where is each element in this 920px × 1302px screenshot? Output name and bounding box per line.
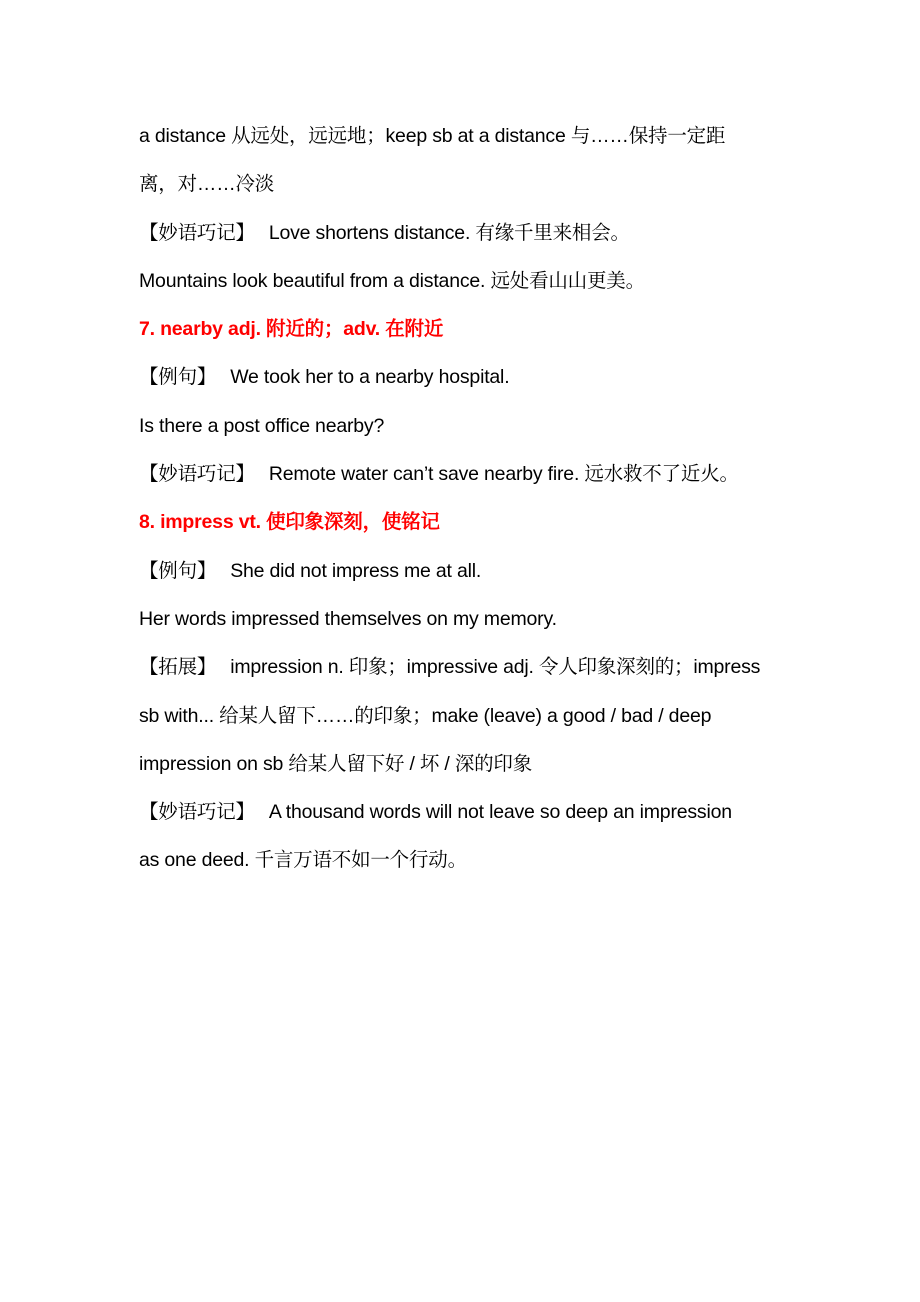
entry-heading-nearby [139,311,819,359]
mnemonic-text: as one deed. 千言万语不如一个行动。 [139,849,467,872]
paragraph-text: Mountains look beautiful from a distance. 远处看山山更美。 [139,269,645,292]
mnemonic-line-nearby [139,456,819,504]
example-line-nearby-2 [139,408,819,456]
mnemonic-line-distance [139,215,819,263]
example-tag: 【例句】 [139,559,217,582]
extension-line-impress [139,649,819,697]
document-page [139,118,819,891]
example-text: Her words impressed themselves on my memory. [139,607,557,630]
mnemonic-line-impress-2 [139,842,819,890]
example-tag: 【例句】 [139,366,217,389]
example-text: She did not impress me at all. [230,559,482,582]
example-line-nearby [139,359,819,407]
extension-text: impression on sb 给某人留下好 / 坏 / 深的印象 [139,752,533,775]
extension-text: impression n. 印象；impressive adj. 令人印象深刻的；impress [230,656,761,679]
example-line-impress-2 [139,601,819,649]
text-line-distance-phrase-cont [139,166,819,214]
extension-text: sb with... 给某人留下……的印象；make (leave) a good / bad / deep [139,704,712,727]
entry-heading-text: 8. impress vt. 使印象深刻，使铭记 [139,511,440,534]
mnemonic-tag: 【妙语巧记】 [139,463,255,486]
text-line-mountains [139,263,819,311]
mnemonic-text: Remote water can’t save nearby fire. 远水救不了近火。 [268,463,739,486]
mnemonic-tag: 【妙语巧记】 [139,221,255,244]
mnemonic-text: A thousand words will not leave so deep an impression [268,801,732,824]
example-text: Is there a post office nearby? [139,414,385,437]
mnemonic-tag: 【妙语巧记】 [139,801,255,824]
extension-tag: 【拓展】 [139,656,217,679]
extension-line-impress-3 [139,746,819,794]
paragraph-text: a distance 从远处，远远地；keep sb at a distance 与……保持一定距 [139,125,726,147]
extension-line-impress-2 [139,698,819,746]
text-line-distance-phrase [139,118,819,166]
mnemonic-line-impress [139,794,819,842]
paragraph-text: 离，对……冷淡 [139,173,275,196]
entry-heading-impress [139,504,819,552]
example-line-impress [139,553,819,601]
entry-heading-text: 7. nearby adj. 附近的；adv. 在附近 [139,318,444,341]
example-text: We took her to a nearby hospital. [230,366,510,389]
mnemonic-text: Love shortens distance. 有缘千里来相会。 [268,221,630,244]
